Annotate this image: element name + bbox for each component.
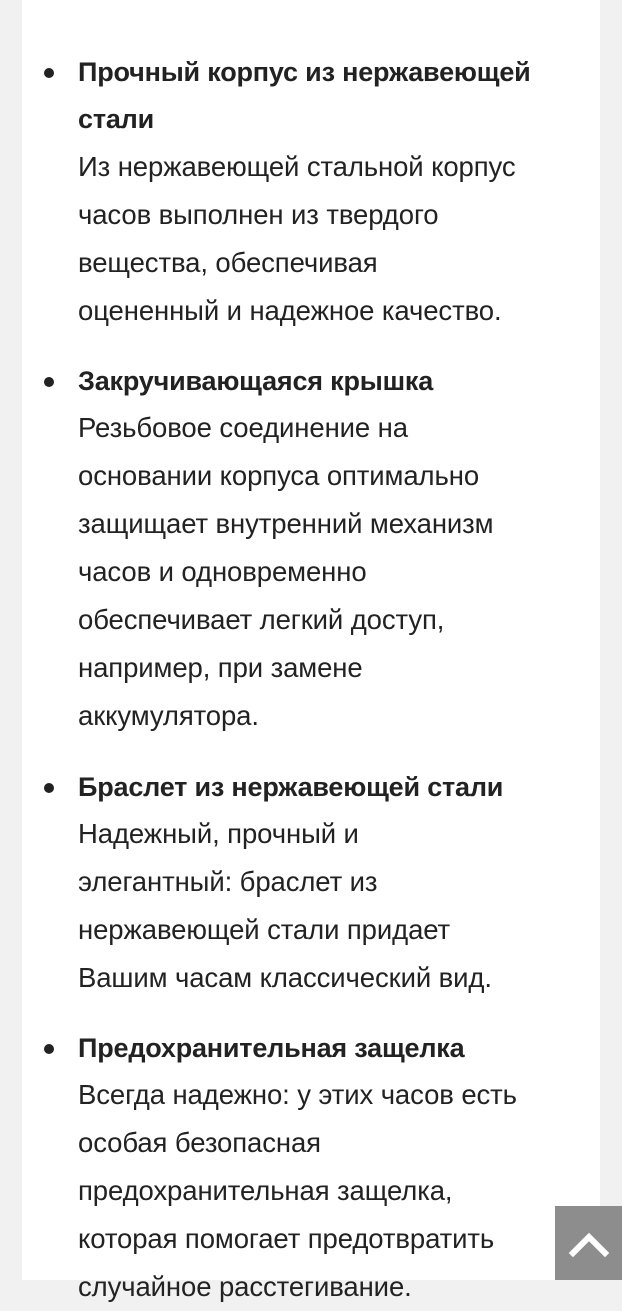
scroll-to-top-button[interactable]	[555, 1206, 622, 1280]
bullet-icon	[44, 68, 54, 78]
feature-description: Надежный, прочный и элегантный: браслет из нержавеющей стали придает Вашим часам классический вид.	[78, 818, 492, 993]
bullet-icon	[44, 377, 54, 387]
feature-description: Из нержавеющей стальной корпус часов выполнен из твердого вещества, обеспечивая оцененный и надежное качество.	[78, 151, 516, 326]
chevron-up-icon	[569, 1229, 609, 1257]
bullet-icon	[44, 783, 54, 793]
bullet-icon	[44, 1044, 54, 1054]
feature-title: Браслет из нержавеющей стали	[78, 772, 504, 802]
feature-title: Закручивающаяся крышка	[78, 366, 434, 396]
feature-description: Резьбовое соединение на основании корпуса оптимально защищает внутренний механизм часов и одновременно обеспечивает легкий доступ, например, при замене аккумулятора.	[78, 412, 494, 731]
feature-description: Всегда надежно: у этих часов есть особая безопасная предохранительная защелка, которая помогает предотвратить случайное расстегивание.	[78, 1079, 517, 1302]
feature-card	[22, 0, 600, 1302]
feature-title: Прочный корпус из нержавеющей стали	[78, 57, 531, 134]
partial-top-text	[78, 0, 367, 9]
feature-title: Предохранительная защелка	[78, 1033, 465, 1063]
